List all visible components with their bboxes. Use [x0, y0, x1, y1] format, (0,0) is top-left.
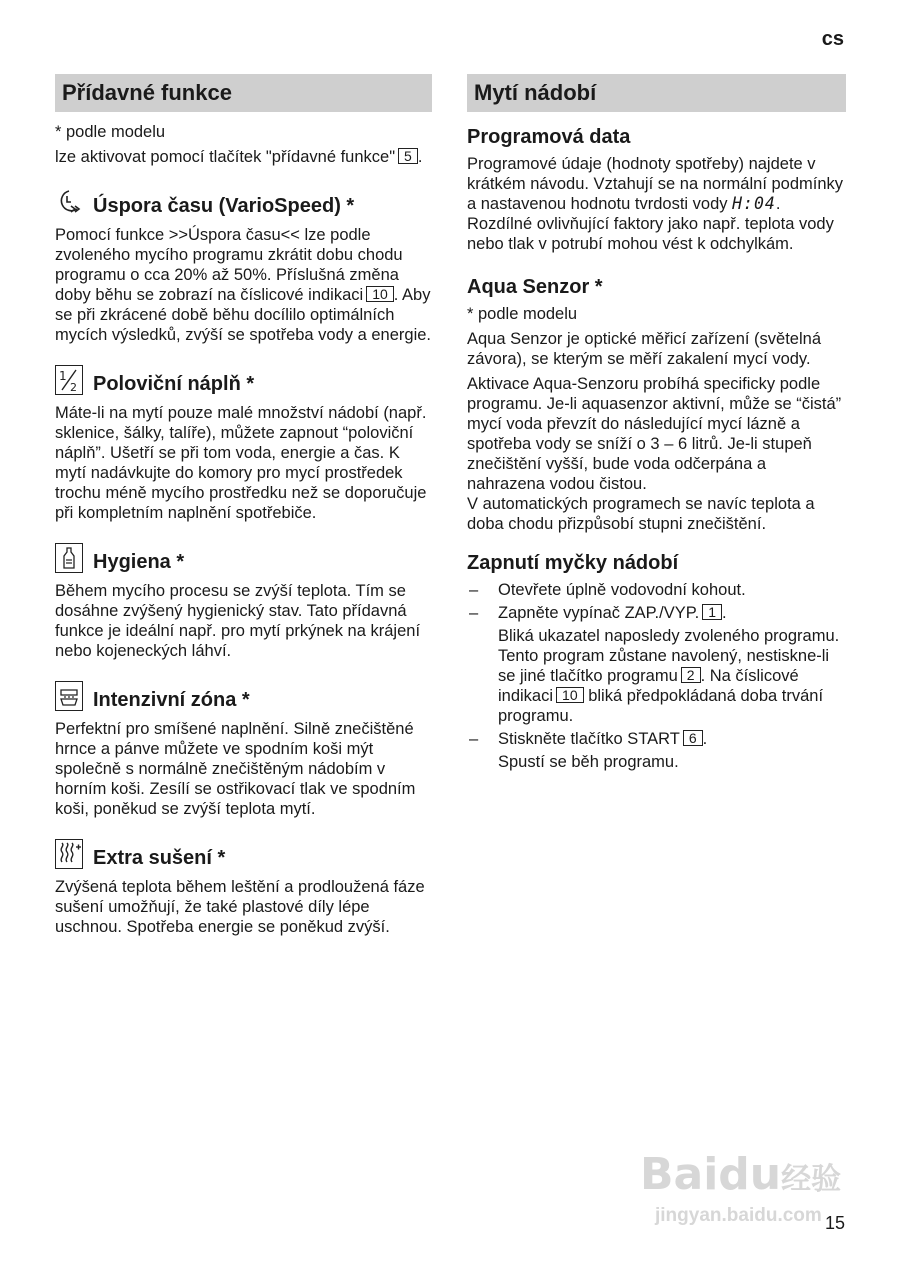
program-data-heading: Programová data [467, 126, 631, 148]
aqua-text-2: Aktivace Aqua-Senzoru probíhá specificky podle programu. Je-li aquasenzor aktivní, může se “čistá” mycí voda převzít do následující mycí lázně a spotřeba vody se sníží o 3 – 6 litrů. Je-li stupeň znečištění vyšší, bude voda odčerpána a nahrazena vodou čistou. [467, 375, 842, 493]
note-program-text: Bliká ukazatel naposledy zvoleného programu. Tento program zůstane navolený, nestiskne-li se jiné tlačítko programu [498, 627, 840, 685]
button-ref-2: 2 [681, 667, 701, 683]
variospeed-text [55, 225, 432, 345]
step-note-run: Spustí se běh programu. [498, 753, 679, 771]
note-display-text: . Na číslicové indikaci [498, 667, 799, 705]
button-ref-5: 5 [398, 148, 418, 164]
step-main-switch: – Zapněte vypínač ZAP./VYP. 1 . [467, 603, 846, 623]
intro-text-end: . [417, 148, 423, 166]
watermark-brand: Baidu [640, 1149, 782, 1200]
intro-text-main: lze aktivovat pomocí tlačítek "přídavné funkce" [55, 148, 396, 166]
program-data-text-b: . Rozdílné ovlivňující faktory jako např. teplota vody nebo tlak v potrubí mohou vést k odchylkám. [467, 195, 834, 253]
feature-heading-intensive-zone [55, 681, 432, 711]
display-ref-10: 10 [366, 286, 394, 302]
program-data-text [467, 154, 846, 254]
feature-title: Intenzivní zóna * [93, 689, 250, 711]
intensive-zone-text: Perfektní pro smíšené naplnění. Silně znečištěné hrnce a pánve můžete ve spodním koši mýt společně s normálně znečištěným nádobím v horním koši. Zesílí se ostřikovací tlak ve spodním koši, poněkud se zvýší teplota mytí. [55, 720, 416, 818]
section-title-extra-functions: Přídavné funkce [55, 74, 432, 112]
half-load-text: Máte-li na mytí pouze malé množství nádobí (např. sklenice, šálky, talíře), můžete zapnout “poloviční náplň”. Ušetří se při tom voda, energie a čas. K mytí nadávkujte do komory pro mycí prostředek trochu méně mycího prostředku než se doporučuje při kompletním naplnění spotřebiče. [55, 404, 427, 522]
half-load-icon [55, 365, 83, 395]
feature-title: Hygiena * [93, 551, 185, 573]
svg-text:2: 2 [70, 381, 77, 394]
note-duration-text: bliká předpokládaná doba trvání programu. [498, 687, 824, 725]
feature-heading-variospeed [55, 187, 432, 217]
watermark-suffix: 经验 [781, 1162, 842, 1197]
switch-on-heading: Zapnutí myčky nádobí [467, 552, 679, 574]
feature-heading-hygiene [55, 543, 432, 573]
bottle-icon [55, 543, 83, 573]
feature-title: Extra sušení * [93, 847, 226, 869]
aqua-sensor-heading: Aqua Senzor * [467, 276, 603, 298]
aqua-text-3: V automatických programech se navíc teplota a doba chodu přizpůsobí stupni znečištění. [467, 495, 815, 533]
variospeed-text-a: Pomocí funkce >>Úspora času<< lze podle zvoleného mycího programu zkrátit dobu chodu programu o cca 20% až 50%. Příslušná změna doby běhu se zobrazí na číslicové indikaci [55, 226, 403, 304]
language-code: cs [821, 28, 844, 50]
step-open-tap: – Otevřete úplně vodovodní kohout. [467, 580, 846, 600]
clock-speed-icon [55, 187, 83, 217]
feature-title: Poloviční náplň * [93, 373, 255, 395]
feature-heading-half-load [55, 365, 432, 395]
basket-spray-icon [55, 681, 83, 711]
feature-heading-extra-dry [55, 839, 432, 869]
feature-title: Úspora času (VarioSpeed) * [93, 195, 355, 217]
display-ref-10: 10 [556, 687, 584, 703]
button-ref-1: 1 [702, 604, 722, 620]
heat-waves-icon [55, 839, 83, 869]
page-number: 15 [824, 1213, 845, 1233]
program-data-text-a: Programové údaje (hodnoty spotřeby) najdete v krátkém návodu. Vztahují se na normální podmínky a nastavenou hodnotu tvrdosti vody [467, 155, 844, 213]
step-press-start: – Stiskněte tlačítko START 6 . [467, 729, 846, 749]
hardness-display-value: H:04 [732, 194, 776, 213]
right-column [467, 74, 846, 775]
variospeed-text-b: . Aby se při zkrácené době běhu docílilo optimálních mycích výsledků, zvýší se spotřeba vody a energie. [55, 286, 432, 344]
hygiene-text: Během mycího procesu se zvýší teplota. Tím se dosáhne zvýšený hygienický stav. Tato přídavná funkce je ideální např. pro mytí prkýnek na krájení nebo kojeneckých láhví. [55, 582, 421, 660]
aqua-model-note: * podle modelu [467, 305, 578, 323]
extra-dry-text: Zvýšená teplota během leštění a prodloužená fáze sušení umožňují, že také plastové díly lépe uschnou. Spotřeba energie se poněkud zvýší. [55, 878, 425, 936]
left-column [55, 74, 432, 942]
section-title-dishwashing: Mytí nádobí [467, 74, 846, 112]
switch-on-steps [467, 580, 846, 772]
svg-text:1: 1 [59, 369, 67, 383]
intro-text [55, 147, 432, 167]
step-press-start-text: Stiskněte tlačítko START [498, 730, 680, 748]
step-note-program [467, 626, 846, 726]
button-ref-6: 6 [683, 730, 703, 746]
aqua-text-1: Aqua Senzor je optické měřicí zařízení (světelná závora), se kterým se měří zakalení mycí vody. [467, 330, 822, 368]
step-main-switch-text: Zapněte vypínač ZAP./VYP. [498, 604, 700, 622]
model-note: * podle modelu [55, 123, 166, 141]
watermark-url: jingyan.baidu.com [655, 1205, 822, 1226]
